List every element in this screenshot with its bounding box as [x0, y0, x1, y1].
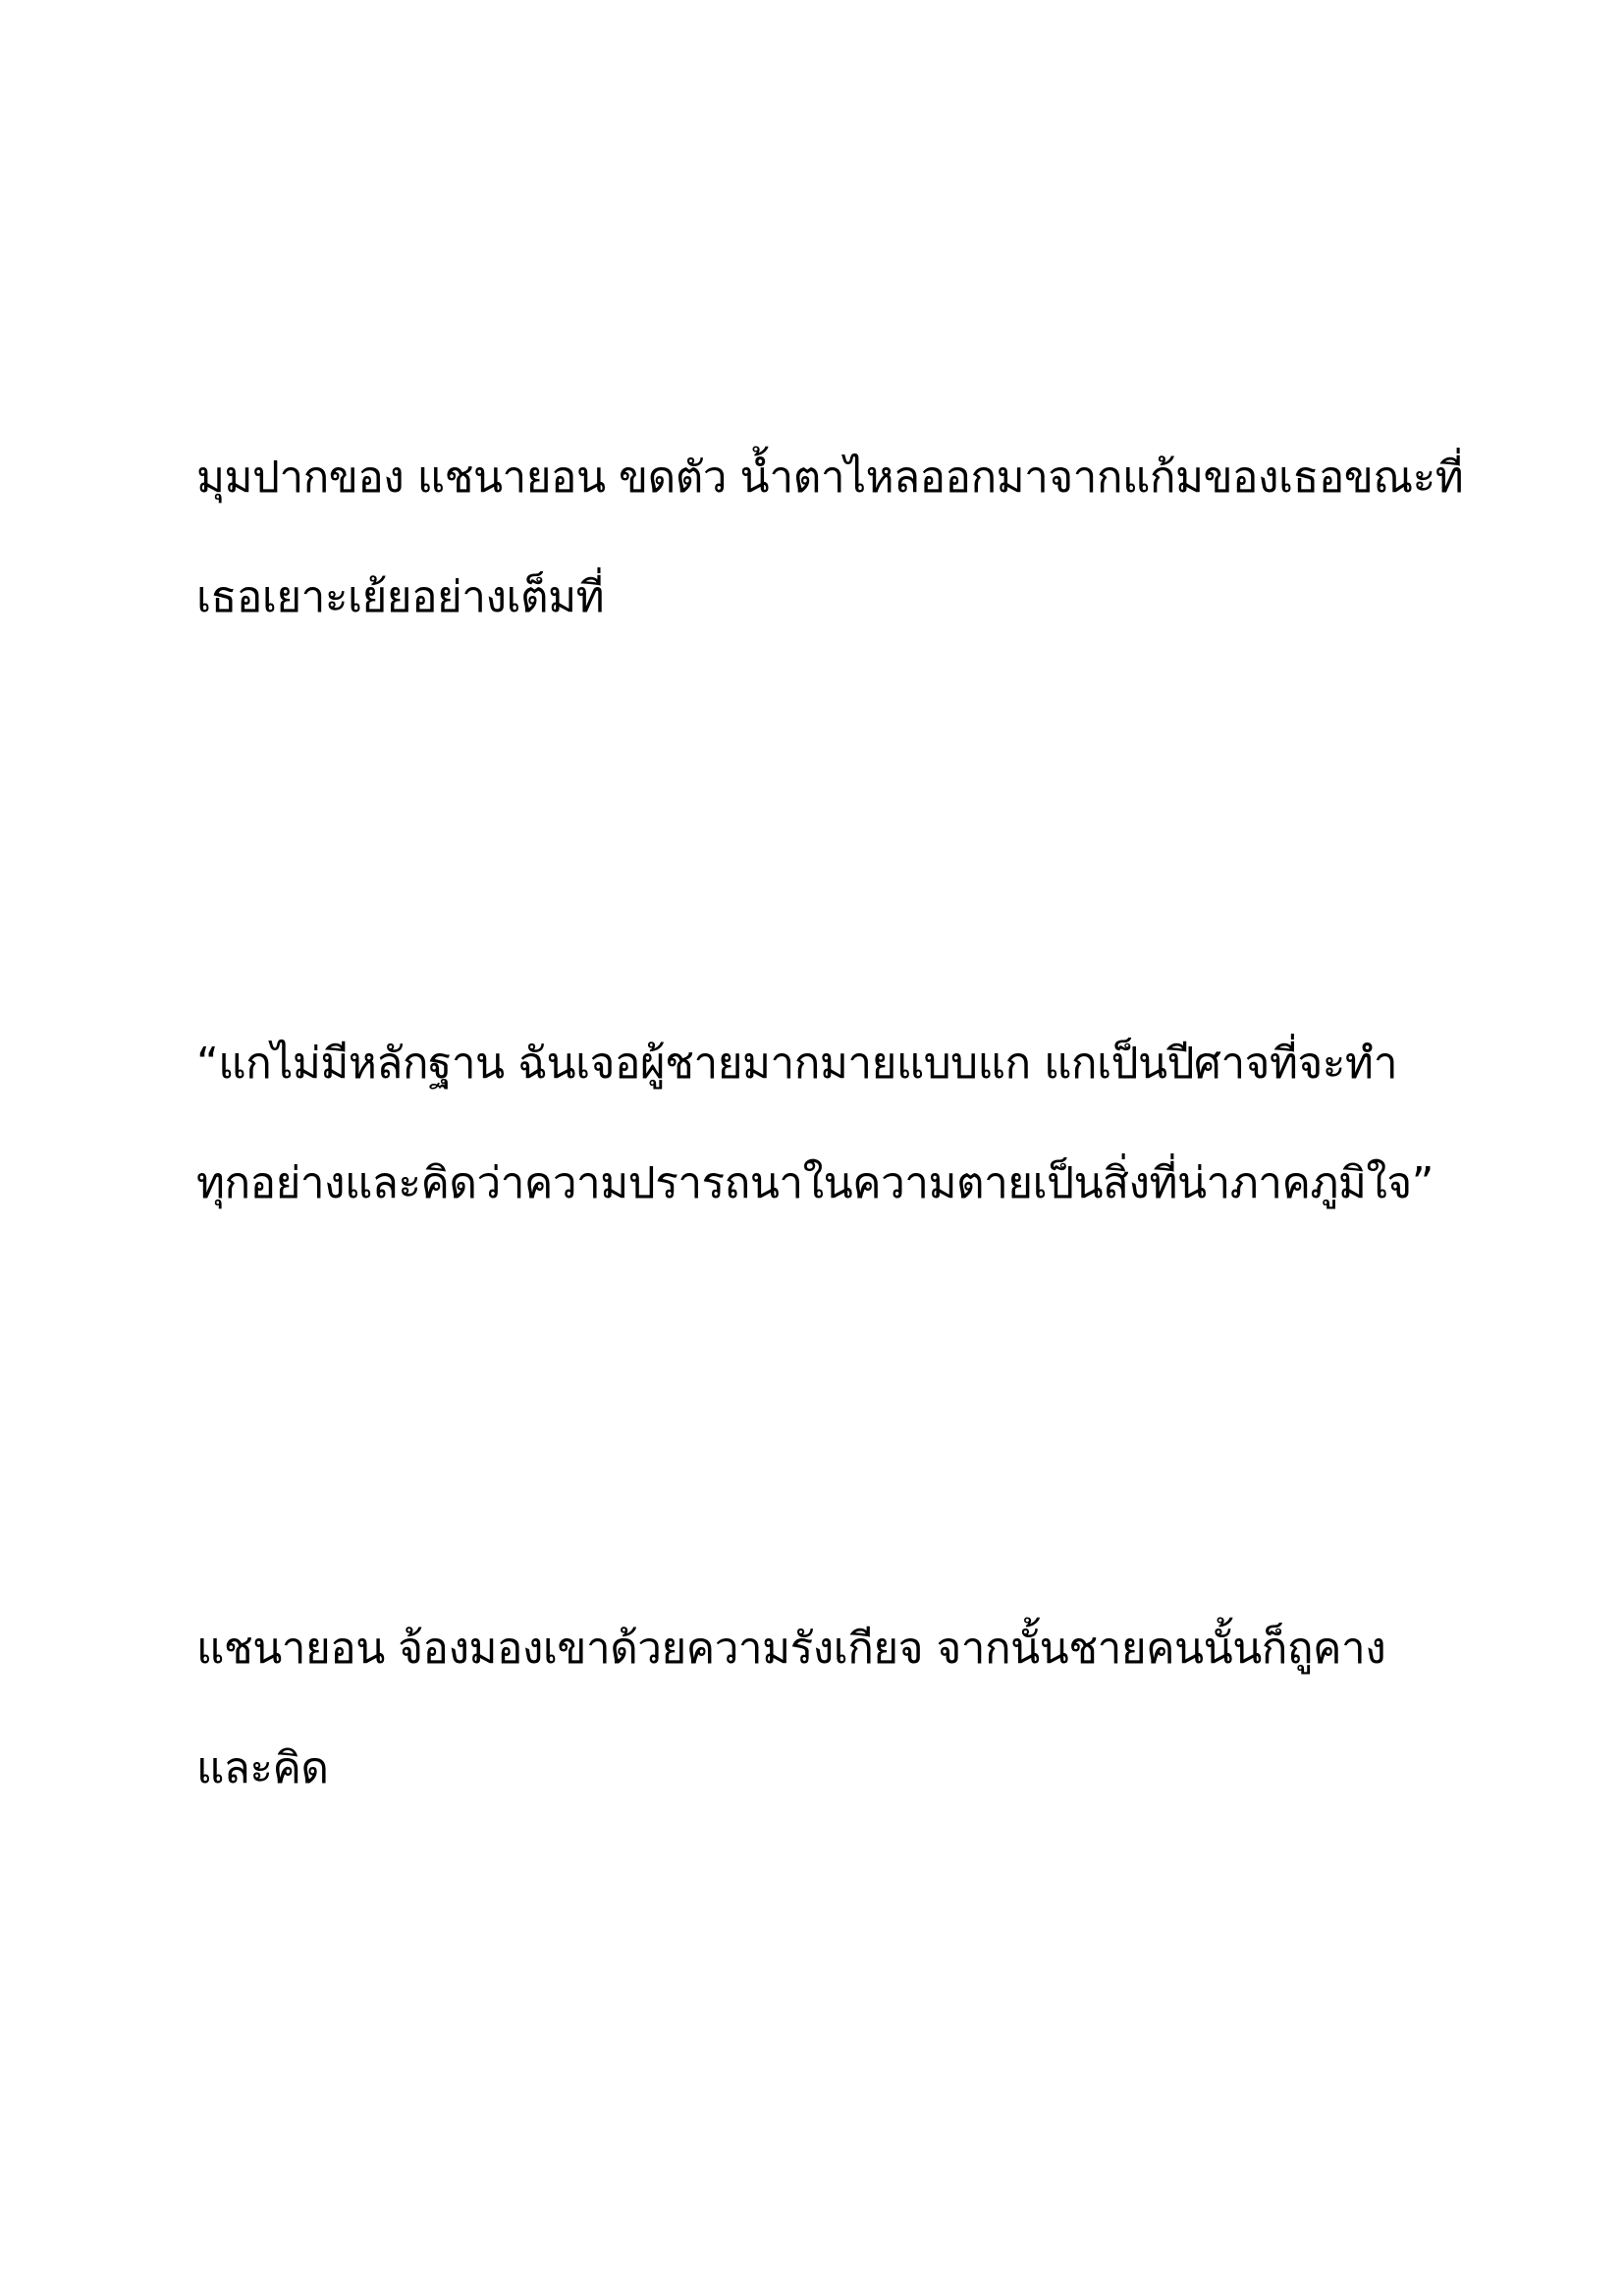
- text-line: มุมปากของ แชนายอน ขดตัว น้ำตาไหลออกมาจากแก้มของเธอขณะที่: [196, 453, 1464, 503]
- text-line: ทุกอย่างและคิดว่าความปรารถนาในความตายเป็นสิ่งที่น่าภาคภูมิใจ”: [196, 1158, 1434, 1208]
- text-line: และคิด: [196, 1743, 329, 1793]
- text-line: แชนายอน จ้องมองเขาด้วยความรังเกียจ จากนั้นชายคนนั้นก็ถูคาง: [196, 1624, 1386, 1674]
- text-line: เธอเยาะเย้ยอย่างเต็มที่: [196, 572, 605, 622]
- paragraph-narration-1: [196, 449, 1492, 627]
- paragraph-dialogue: [196, 1035, 1492, 1213]
- text-line: “แกไม่มีหลักฐาน ฉันเจอผู้ชายมากมายแบบแก แกเป็นปีศาจที่จะทำ: [196, 1039, 1398, 1089]
- paragraph-narration-2: [196, 1620, 1492, 1798]
